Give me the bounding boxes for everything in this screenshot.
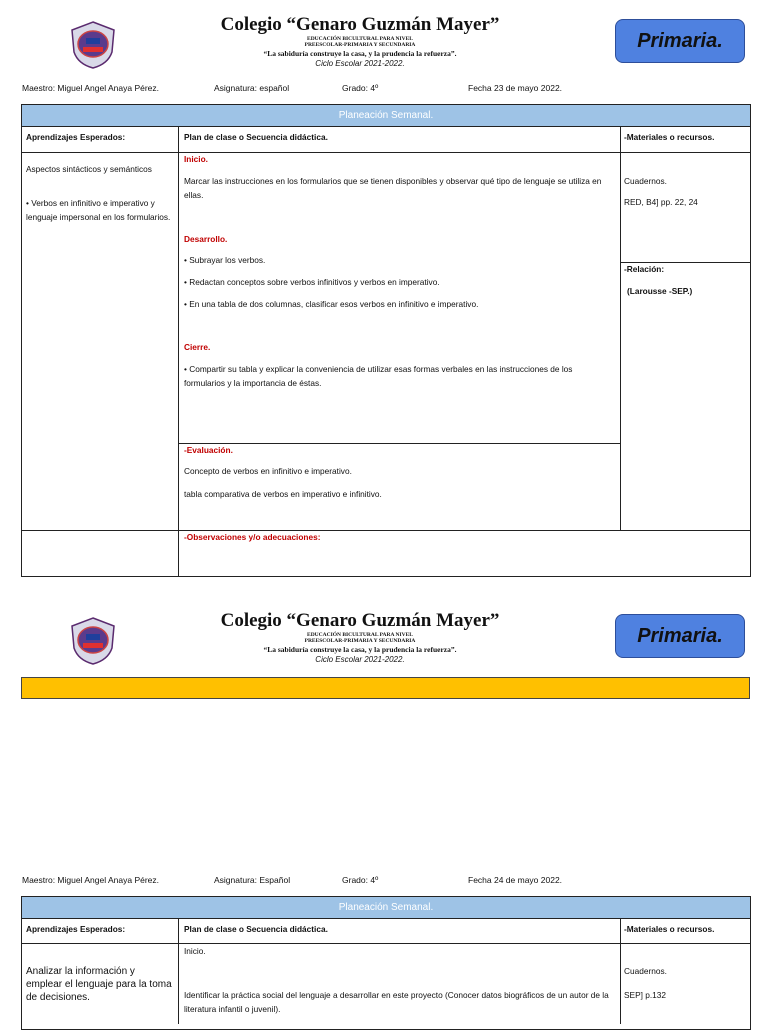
school-level-line: PREESCOLAR-PRIMARIA Y SECUNDARIA xyxy=(304,42,416,48)
subject: Asignatura: Español xyxy=(214,875,291,885)
school-cycle: Ciclo Escolar 2021-2022. xyxy=(315,59,405,68)
school-level-line: PREESCOLAR-PRIMARIA Y SECUNDARIA xyxy=(304,638,416,644)
level-badge: Primaria. xyxy=(615,614,745,658)
school-name: Colegio “Genaro Guzmán Mayer” xyxy=(220,610,500,631)
teacher-name: Maestro: Miguel Angel Anaya Pérez. xyxy=(22,83,160,93)
header-plan: Plan de clase o Secuencia didáctica. xyxy=(184,132,328,142)
school-level-line: EDUCACIÓN BICULTURAL PARA NIVEL xyxy=(307,36,413,42)
relacion-label: -Relación: xyxy=(624,264,665,274)
school-header xyxy=(150,14,570,69)
header-plan: Plan de clase o Secuencia didáctica. xyxy=(184,924,328,934)
material-item: SEP] p.132 xyxy=(624,990,666,1000)
header-materials: -Materiales o recursos. xyxy=(624,132,715,142)
material-item: Cuadernos. xyxy=(624,176,667,186)
date: Fecha 23 de mayo 2022. xyxy=(468,83,563,93)
relacion-text: (Larousse -SEP.) xyxy=(627,286,693,296)
school-logo xyxy=(68,616,118,666)
evaluacion-item: Concepto de verbos en infinitivo e imperativo. xyxy=(184,466,352,476)
cierre-text: • Compartir su tabla y explicar la conveniencia de utilizar esas formas verbales en las instrucciones de los formularios y la importancia de éstas. xyxy=(184,364,573,388)
school-header xyxy=(150,610,570,665)
weekly-plan-band: Planeación Semanal. xyxy=(21,896,751,918)
desarrollo-item: • En una tabla de dos columnas, clasificar esos verbos en infinitivo e imperativo. xyxy=(184,299,479,309)
header-learning: Aprendizajes Esperados: xyxy=(26,132,126,142)
level-badge: Primaria. xyxy=(615,19,745,63)
highlight-bar xyxy=(21,677,750,699)
material-item: Cuadernos. xyxy=(624,966,667,976)
observaciones-label: -Observaciones y/o adecuaciones: xyxy=(184,532,321,542)
weekly-plan-band: Planeación Semanal. xyxy=(21,104,751,126)
school-logo xyxy=(68,20,118,70)
teacher-name: Maestro: Miguel Angel Anaya Pérez. xyxy=(22,875,160,885)
cierre-label: Cierre. xyxy=(184,342,211,352)
subject: Asignatura: español xyxy=(214,83,290,93)
learning-topic: Aspectos sintácticos y semánticos xyxy=(26,164,152,174)
desarrollo-item: • Subrayar los verbos. xyxy=(184,255,266,265)
school-motto: “La sabiduría construye la casa, y la prudencia la refuerza”. xyxy=(263,645,457,654)
desarrollo-item: • Redactan conceptos sobre verbos infinitivos y verbos en imperativo. xyxy=(184,277,440,287)
grade: Grado: 4º xyxy=(342,83,379,93)
evaluacion-label: -Evaluación. xyxy=(184,445,233,455)
inicio-text: Marcar las instrucciones en los formularios que se tienen disponibles y observar qué tipo de lenguaje se utiliza en ellas. xyxy=(184,176,602,200)
material-item: RED, B4] pp. 22, 24 xyxy=(624,197,698,207)
header-learning: Aprendizajes Esperados: xyxy=(26,924,126,934)
school-motto: “La sabiduría construye la casa, y la prudencia la refuerza”. xyxy=(263,49,457,58)
evaluacion-item: tabla comparativa de verbos en imperativo e infinitivo. xyxy=(184,489,382,499)
learning-detail: Analizar la información y emplear el lenguaje para la toma de decisiones. xyxy=(26,966,172,1003)
grade: Grado: 4º xyxy=(342,875,379,885)
inicio-label: Inicio. xyxy=(184,154,208,164)
school-name: Colegio “Genaro Guzmán Mayer” xyxy=(220,14,500,35)
school-cycle: Ciclo Escolar 2021-2022. xyxy=(315,655,405,664)
learning-detail: • Verbos en infinitivo e imperativo y lenguaje impersonal en los formularios. xyxy=(26,198,171,222)
desarrollo-label: Desarrollo. xyxy=(184,234,228,244)
inicio-text: Identificar la práctica social del lenguaje a desarrollar en este proyecto (Conocer datos biográficos de un autor de la literatura infantil o juvenil). xyxy=(184,990,609,1014)
header-materials: -Materiales o recursos. xyxy=(624,924,715,934)
date: Fecha 24 de mayo 2022. xyxy=(468,875,563,885)
inicio-label: Inicio. xyxy=(184,946,206,956)
school-level-line: EDUCACIÓN BICULTURAL PARA NIVEL xyxy=(307,632,413,638)
